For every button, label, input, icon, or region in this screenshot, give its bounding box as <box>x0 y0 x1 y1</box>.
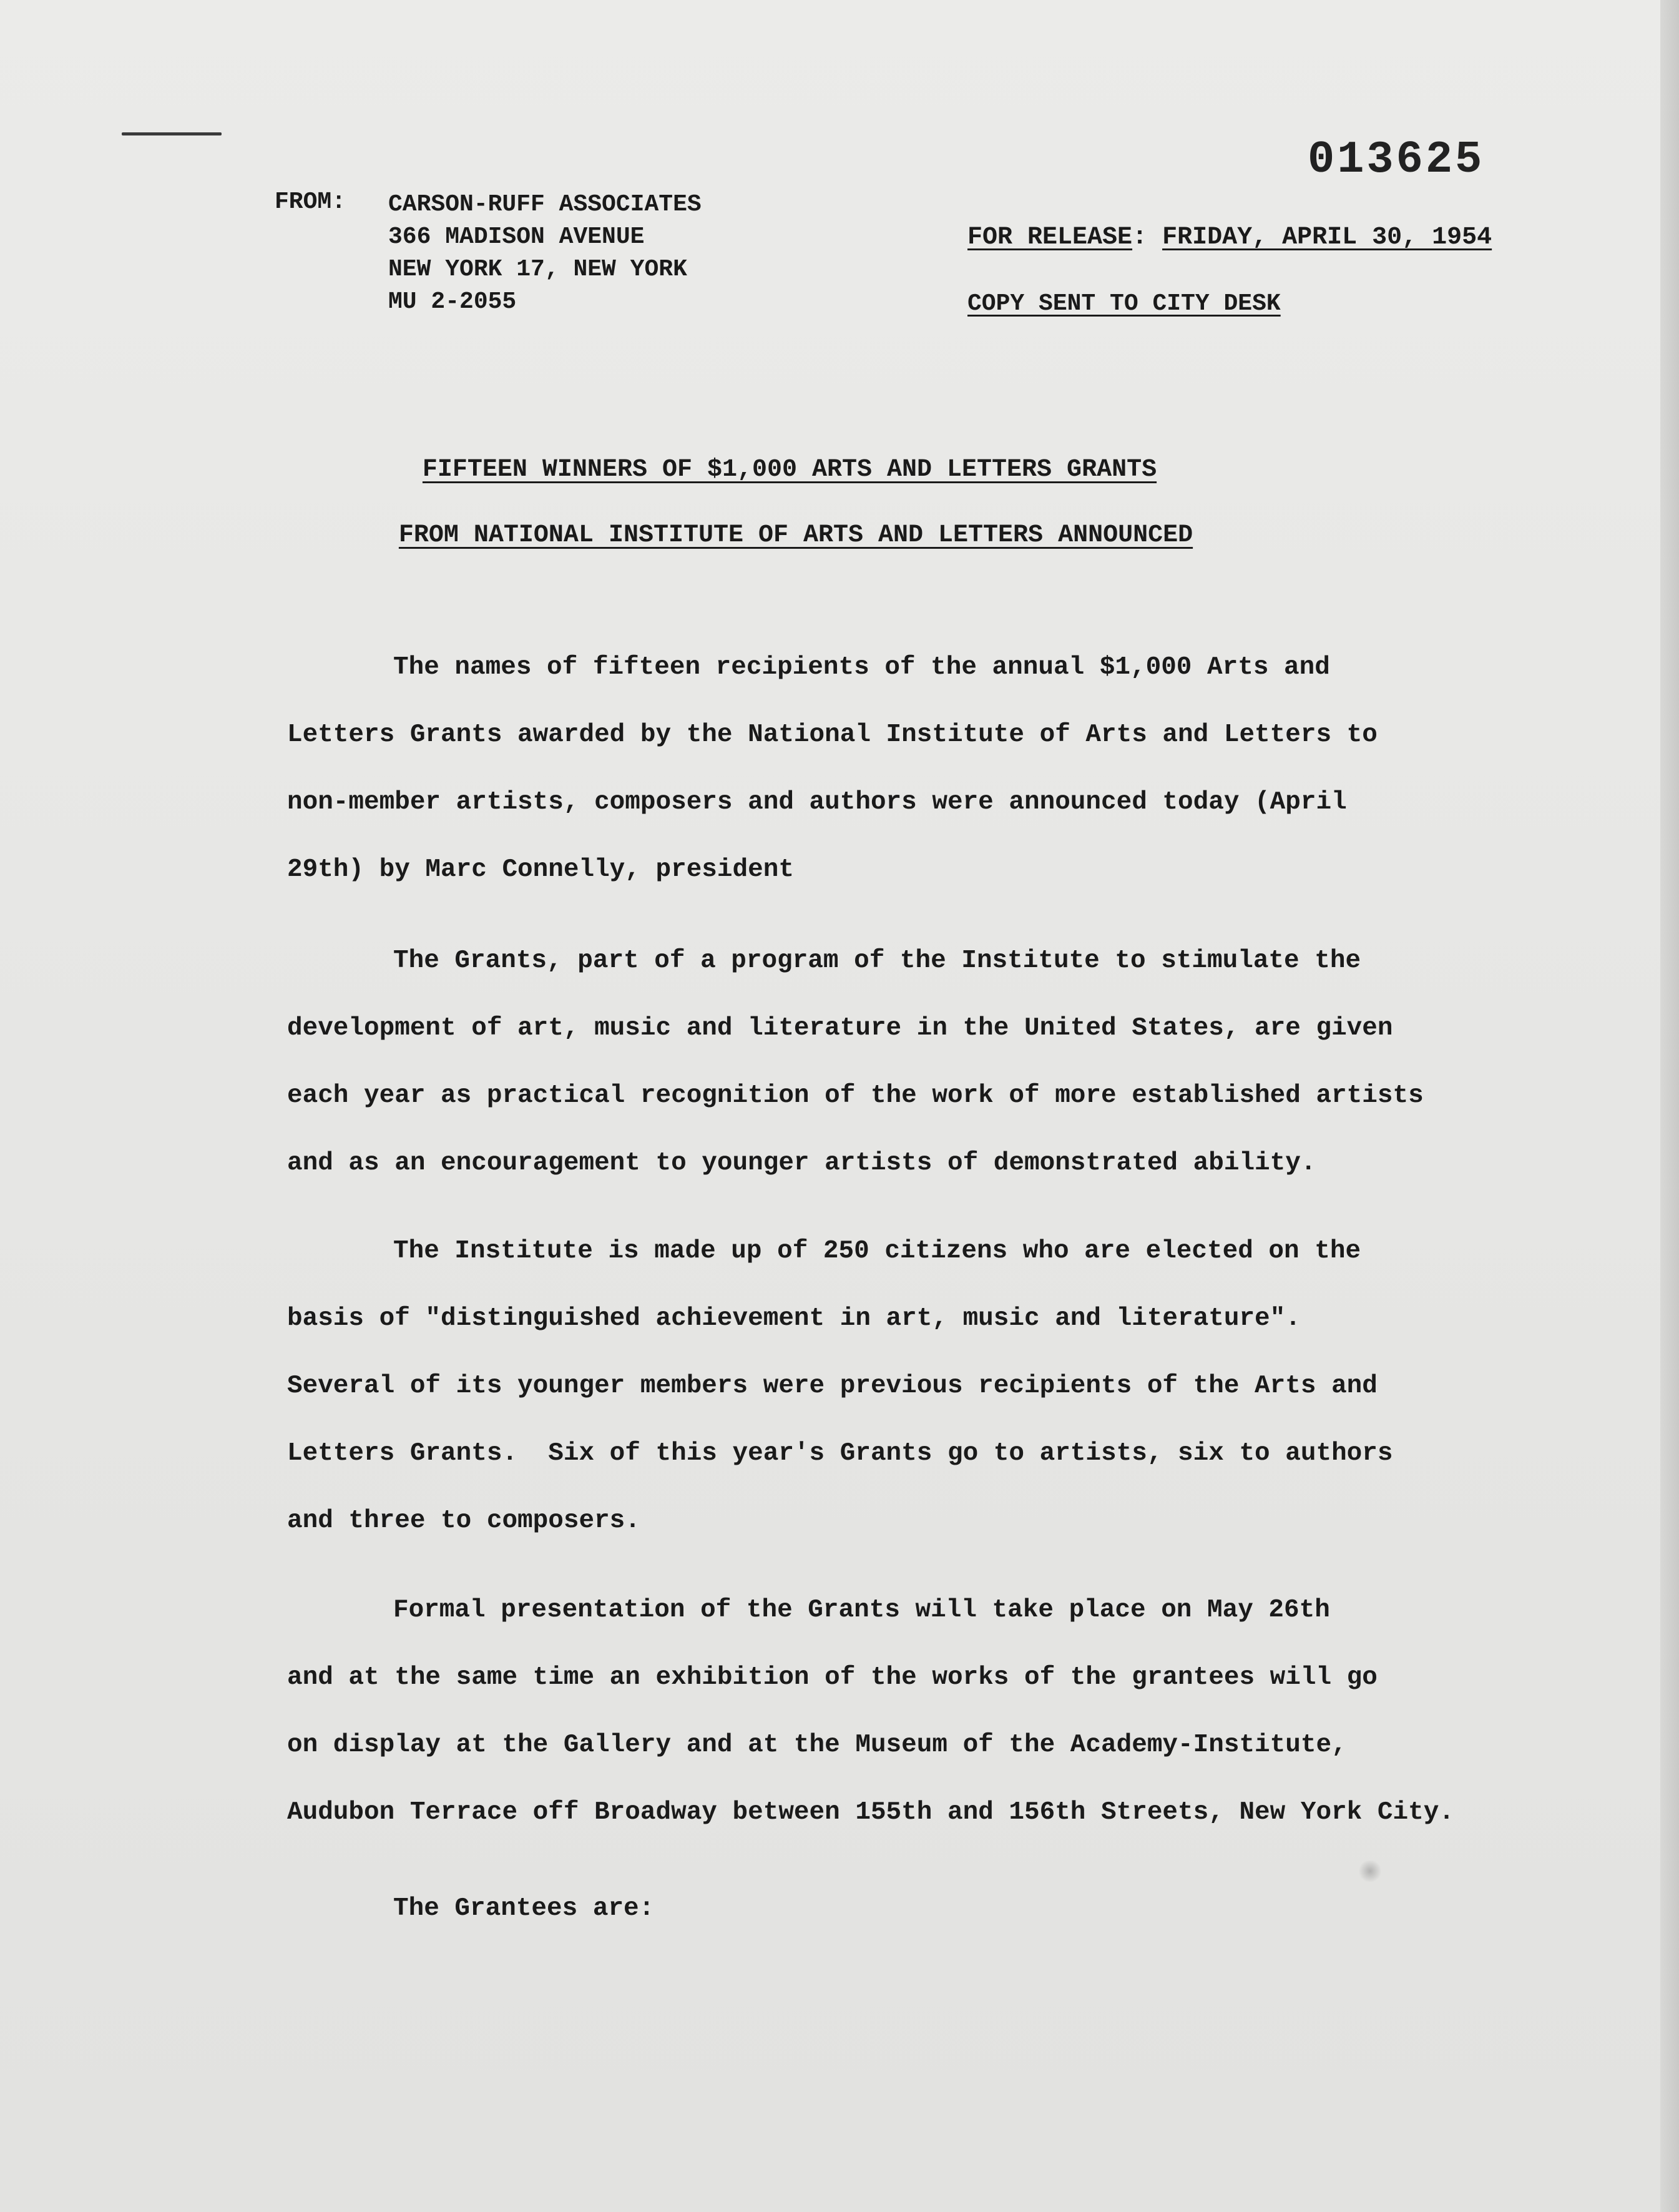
text-line: and three to composers. <box>287 1507 640 1535</box>
text-line: basis of "distinguished achievement in art, music and literature". <box>287 1304 1301 1333</box>
release-line: FOR RELEASE: FRIDAY, APRIL 30, 1954 <box>967 224 1492 252</box>
text-line: The Grantees are: <box>393 1894 655 1923</box>
sender-city: NEW YORK 17, NEW YORK <box>388 256 687 283</box>
headline-line-1: FIFTEEN WINNERS OF $1,000 ARTS AND LETTERS GRANTS <box>422 456 1157 484</box>
sender-phone: MU 2-2055 <box>388 288 517 315</box>
paragraph-4 <box>287 1576 1548 1846</box>
pen-mark <box>122 132 222 135</box>
text-line: and as an encouragement to younger artists of demonstrated ability. <box>287 1149 1316 1177</box>
text-line: Letters Grants. Six of this year's Grants go to artists, six to authors <box>287 1439 1393 1468</box>
text-line: Letters Grants awarded by the National Institute of Arts and Letters to <box>287 720 1378 749</box>
text-line: each year as practical recognition of the work of more established artists <box>287 1081 1424 1110</box>
text-line: non-member artists, composers and authors were announced today (April <box>287 788 1347 817</box>
sender-name: CARSON-RUFF ASSOCIATES <box>388 191 702 218</box>
grantees-intro <box>287 1875 1548 1942</box>
text-line: The names of fifteen recipients of the annual $1,000 Arts and <box>393 653 1330 682</box>
text-line: The Grants, part of a program of the Institute to stimulate the <box>393 946 1361 975</box>
sender-street: 366 MADISON AVENUE <box>388 224 645 250</box>
text-line: on display at the Gallery and at the Museum of the Academy-Institute, <box>287 1731 1347 1759</box>
text-line: 29th) by Marc Connelly, president <box>287 855 794 884</box>
text-line: Several of its younger members were previous recipients of the Arts and <box>287 1372 1378 1400</box>
text-line: Formal presentation of the Grants will take place on May 26th <box>393 1596 1330 1625</box>
text-line: and at the same time an exhibition of the works of the grantees will go <box>287 1663 1378 1692</box>
paragraph-1 <box>287 634 1548 903</box>
from-label: FROM: <box>275 189 346 215</box>
text-line: development of art, music and literature in the United States, are given <box>287 1014 1393 1043</box>
document-number: 013625 <box>1308 134 1485 185</box>
copy-note: COPY SENT TO CITY DESK <box>967 290 1281 317</box>
text-line: Audubon Terrace off Broadway between 155th and 156th Streets, New York City. <box>287 1798 1454 1827</box>
paragraph-3 <box>287 1217 1548 1555</box>
release-date: FRIDAY, APRIL 30, 1954 <box>1162 224 1492 252</box>
sender-address <box>388 189 702 318</box>
paragraph-2 <box>287 927 1548 1197</box>
headline-line-2: FROM NATIONAL INSTITUTE OF ARTS AND LETTERS ANNOUNCED <box>398 521 1193 549</box>
ink-smudge <box>1358 1861 1383 1882</box>
text-line: The Institute is made up of 250 citizens who are elected on the <box>393 1237 1361 1266</box>
page-edge <box>1660 0 1679 2212</box>
release-label: FOR RELEASE <box>967 224 1133 252</box>
